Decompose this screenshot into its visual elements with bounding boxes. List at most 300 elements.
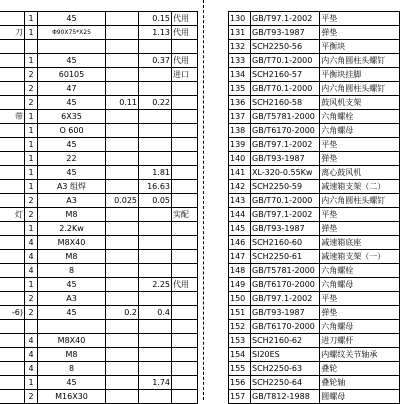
cell-part-name (0, 68, 25, 82)
cell-standard-code: GB/T97.1-2002 (251, 12, 320, 26)
cell-material (38, 320, 106, 334)
table-row (0, 278, 198, 292)
cell-part-name: 带 (0, 110, 25, 124)
cell-unit-weight (106, 292, 139, 306)
cell-part-name (0, 152, 25, 166)
cell-remark: 代用 (172, 26, 198, 40)
cell-item-number: 149 (229, 278, 251, 292)
cell-material: M16X30 (38, 390, 106, 404)
table-row (229, 96, 400, 110)
cell-part-name: 弹垫 (320, 306, 400, 320)
cell-item-number: 142 (229, 180, 251, 194)
cell-material: Φ90X75*X25 (38, 26, 106, 40)
cell-quantity: 2 (25, 306, 38, 320)
cell-item-number: 152 (229, 320, 251, 334)
cell-remark: 实配 (172, 208, 198, 222)
table-row (229, 390, 400, 404)
cell-quantity: 1 (25, 26, 38, 40)
cell-quantity: 1 (25, 180, 38, 194)
table-row (229, 138, 400, 152)
cell-standard-code: SCH2160-60 (251, 236, 320, 250)
cell-part-name: 平衡块 (320, 40, 400, 54)
table-row (0, 208, 198, 222)
table-row (229, 222, 400, 236)
cell-remark (172, 166, 198, 180)
cell-remark (172, 264, 198, 278)
cell-part-name (0, 12, 25, 26)
cell-total-weight (139, 152, 172, 166)
cell-quantity: 2 (25, 292, 38, 306)
table-row (0, 180, 198, 194)
cell-part-name (0, 390, 25, 404)
cell-total-weight: 1.81 (139, 166, 172, 180)
cell-item-number: 148 (229, 264, 251, 278)
table-row (0, 222, 198, 236)
cell-part-name (0, 194, 25, 208)
cell-unit-weight (106, 362, 139, 376)
cell-total-weight (139, 334, 172, 348)
cell-part-name (0, 222, 25, 236)
cell-remark (172, 362, 198, 376)
table-row (229, 124, 400, 138)
cell-item-number: 146 (229, 236, 251, 250)
cell-quantity: 4 (25, 250, 38, 264)
cell-item-number: 151 (229, 306, 251, 320)
cell-remark (172, 138, 198, 152)
cell-standard-code: GB/T93-1987 (251, 306, 320, 320)
cell-standard-code: GB/T70.1-2000 (251, 82, 320, 96)
table-row (229, 292, 400, 306)
table-row (229, 68, 400, 82)
cell-part-name: 弹垫 (320, 222, 400, 236)
table-row (0, 138, 198, 152)
table-row (0, 362, 198, 376)
cell-unit-weight (106, 334, 139, 348)
cell-total-weight (139, 222, 172, 236)
table-row (0, 96, 198, 110)
cell-material: 45 (38, 278, 106, 292)
table-row (0, 166, 198, 180)
cell-item-number: 144 (229, 208, 251, 222)
cell-item-number: 141 (229, 166, 251, 180)
table-row (0, 236, 198, 250)
cell-material: 45 (38, 166, 106, 180)
cell-material (38, 40, 106, 54)
cell-remark: 代用 (172, 12, 198, 26)
cell-remark (172, 348, 198, 362)
cell-material: M8 (38, 348, 106, 362)
cell-quantity: 2 (25, 82, 38, 96)
cell-material: 47 (38, 82, 106, 96)
table-row (0, 40, 198, 54)
cell-standard-code: GB/T70.1-2000 (251, 194, 320, 208)
cell-remark (172, 306, 198, 320)
cell-remark: 代用 (172, 278, 198, 292)
cell-standard-code: GB/T93-1987 (251, 222, 320, 236)
cell-unit-weight (106, 278, 139, 292)
cell-unit-weight (106, 208, 139, 222)
cell-quantity (25, 320, 38, 334)
cell-unit-weight (106, 68, 139, 82)
table-row (0, 390, 198, 404)
cell-material: 60105 (38, 68, 106, 82)
table-row (229, 26, 400, 40)
table-row (0, 292, 198, 306)
cell-standard-code: GB/T812-1988 (251, 390, 320, 404)
cell-part-name (0, 292, 25, 306)
cell-total-weight: 2.25 (139, 278, 172, 292)
cell-total-weight: 0.4 (139, 306, 172, 320)
cell-unit-weight (106, 320, 139, 334)
cell-standard-code: SCH2250-63 (251, 362, 320, 376)
cell-total-weight (139, 250, 172, 264)
cell-material: A3 组焊 (38, 180, 106, 194)
cell-material: A3 (38, 292, 106, 306)
cell-material: 22 (38, 152, 106, 166)
cell-part-name (0, 96, 25, 110)
cell-unit-weight (106, 26, 139, 40)
cell-material: O 600 (38, 124, 106, 138)
table-row (229, 40, 400, 54)
cell-material: 8 (38, 362, 106, 376)
cell-item-number: 157 (229, 390, 251, 404)
cell-standard-code: SCH2160-62 (251, 334, 320, 348)
cell-standard-code: GB/T6170-2000 (251, 320, 320, 334)
cell-standard-code: SI20ES (251, 348, 320, 362)
table-row (0, 82, 198, 96)
cell-standard-code: SCH2250-56 (251, 40, 320, 54)
table-row (229, 320, 400, 334)
cell-standard-code: GB/T5781-2000 (251, 110, 320, 124)
cell-part-name: 六角螺栓 (320, 110, 400, 124)
cell-part-name: 六角螺栓 (320, 264, 400, 278)
cell-part-name: 内螺纹关节轴承 (320, 348, 400, 362)
cell-item-number: 140 (229, 152, 251, 166)
cell-part-name (0, 82, 25, 96)
cell-total-weight: 0.37 (139, 54, 172, 68)
cell-part-name (0, 54, 25, 68)
cell-item-number: 131 (229, 26, 251, 40)
cell-material: A3 (38, 194, 106, 208)
table-row (229, 362, 400, 376)
cell-total-weight: 16.63 (139, 180, 172, 194)
cell-material: 8 (38, 264, 106, 278)
cell-material: 45 (38, 376, 106, 390)
cell-remark (172, 222, 198, 236)
cell-part-name: 内六角圆柱头螺钉 (320, 194, 400, 208)
cell-remark (172, 250, 198, 264)
cell-part-name (0, 278, 25, 292)
cell-unit-weight (106, 390, 139, 404)
cell-part-name: 内六角圆柱头螺钉 (320, 54, 400, 68)
cell-remark (172, 96, 198, 110)
table-row (229, 250, 400, 264)
cell-part-name (0, 376, 25, 390)
cell-item-number: 147 (229, 250, 251, 264)
cell-standard-code: SCH2250-61 (251, 250, 320, 264)
cell-remark (172, 124, 198, 138)
cell-remark (172, 110, 198, 124)
cell-total-weight (139, 82, 172, 96)
cell-total-weight (139, 138, 172, 152)
cell-part-name: 平衡块挂脚 (320, 68, 400, 82)
cell-item-number: 136 (229, 96, 251, 110)
cell-standard-code: GB/T6170-2000 (251, 278, 320, 292)
cell-part-name: 六角螺母 (320, 124, 400, 138)
cell-part-name: 弹垫 (320, 26, 400, 40)
cell-unit-weight (106, 12, 139, 26)
table-row (0, 54, 198, 68)
table-row (229, 236, 400, 250)
cell-part-name: 平垫 (320, 138, 400, 152)
cell-part-name: 圆螺母 (320, 390, 400, 404)
cell-quantity: 2 (25, 68, 38, 82)
cell-quantity: 1 (25, 376, 38, 390)
cell-standard-code: SCH2160-57 (251, 68, 320, 82)
cell-part-name (0, 166, 25, 180)
cell-total-weight: 0.05 (139, 194, 172, 208)
table-row (0, 348, 198, 362)
table-row (0, 250, 198, 264)
cell-quantity: 2 (25, 96, 38, 110)
cell-quantity: 2 (25, 194, 38, 208)
cell-material: 45 (38, 96, 106, 110)
cell-standard-code: SCH2250-64 (251, 376, 320, 390)
cell-part-name: 减速箱支架（二） (320, 180, 400, 194)
cell-part-name: 灯 (0, 208, 25, 222)
table-row (229, 152, 400, 166)
cell-part-name: 刀 (0, 26, 25, 40)
cell-part-name: 进刀螺杆 (320, 334, 400, 348)
table-row (229, 82, 400, 96)
cell-standard-code: XL-320-0.55Kw (251, 166, 320, 180)
cell-item-number: 132 (229, 40, 251, 54)
cell-unit-weight: 0.11 (106, 96, 139, 110)
cell-part-name (0, 124, 25, 138)
cell-part-name: 内六角圆柱头螺钉 (320, 82, 400, 96)
cell-item-number: 130 (229, 12, 251, 26)
cell-remark (172, 236, 198, 250)
cell-unit-weight (106, 152, 139, 166)
cell-item-number: 150 (229, 292, 251, 306)
table-row (229, 180, 400, 194)
cell-part-name: 弹垫 (320, 152, 400, 166)
cell-total-weight (139, 236, 172, 250)
cell-item-number: 154 (229, 348, 251, 362)
cell-part-name: 减速箱支架（一） (320, 250, 400, 264)
cell-part-name (0, 180, 25, 194)
cell-item-number: 134 (229, 68, 251, 82)
table-row (229, 264, 400, 278)
cell-part-name (0, 40, 25, 54)
cell-total-weight (139, 110, 172, 124)
table-row (229, 110, 400, 124)
cell-unit-weight (106, 250, 139, 264)
cell-total-weight: 0.15 (139, 12, 172, 26)
cell-item-number: 138 (229, 124, 251, 138)
cell-quantity: 1 (25, 124, 38, 138)
cell-remark: 代用 (172, 54, 198, 68)
cell-standard-code: SCH2250-59 (251, 180, 320, 194)
cell-part-name (0, 236, 25, 250)
cell-unit-weight (106, 236, 139, 250)
cell-standard-code: GB/T5781-2000 (251, 264, 320, 278)
cell-total-weight: 0.22 (139, 96, 172, 110)
cell-part-name: 鼓风机支架 (320, 96, 400, 110)
cell-quantity: 4 (25, 362, 38, 376)
table-row (0, 194, 198, 208)
cell-remark (172, 390, 198, 404)
cell-part-name: 离心鼓风机 (320, 166, 400, 180)
cell-item-number: 133 (229, 54, 251, 68)
cell-part-name: 叠轮轴 (320, 376, 400, 390)
cell-material: 45 (38, 54, 106, 68)
cell-remark (172, 152, 198, 166)
cell-part-name: 六角螺母 (320, 320, 400, 334)
cell-unit-weight: 0.025 (106, 194, 139, 208)
cell-material: 45 (38, 306, 106, 320)
cell-unit-weight: 0.2 (106, 306, 139, 320)
cell-remark (172, 82, 198, 96)
cell-total-weight: 1.13 (139, 26, 172, 40)
cell-unit-weight (106, 222, 139, 236)
cell-part-name: 叠轮 (320, 362, 400, 376)
cell-quantity: 4 (25, 236, 38, 250)
parts-table-right (228, 11, 400, 404)
parts-table-left (0, 11, 198, 404)
table-row (229, 166, 400, 180)
table-row (229, 278, 400, 292)
cell-remark (172, 180, 198, 194)
cell-standard-code: GB/T93-1987 (251, 26, 320, 40)
cell-quantity: 2 (25, 208, 38, 222)
table-row (229, 194, 400, 208)
cell-part-name (0, 320, 25, 334)
cell-quantity: 4 (25, 264, 38, 278)
cell-unit-weight (106, 180, 139, 194)
table-row (229, 54, 400, 68)
cell-standard-code: GB/T70.1-2000 (251, 54, 320, 68)
cell-standard-code: GB/T97.1-2002 (251, 138, 320, 152)
cell-quantity: 1 (25, 278, 38, 292)
table-row (0, 26, 198, 40)
cell-part-name: 平垫 (320, 292, 400, 306)
table-row (229, 208, 400, 222)
cell-material: 2.2Kw (38, 222, 106, 236)
cell-material: M8X40 (38, 334, 106, 348)
cell-remark (172, 292, 198, 306)
cell-part-name (0, 362, 25, 376)
cell-total-weight (139, 320, 172, 334)
cell-quantity: 1 (25, 54, 38, 68)
cell-total-weight (139, 292, 172, 306)
cell-total-weight (139, 68, 172, 82)
cell-part-name (0, 334, 25, 348)
cell-quantity: 4 (25, 348, 38, 362)
cell-part-name (0, 138, 25, 152)
cell-total-weight (139, 264, 172, 278)
cell-item-number: 153 (229, 334, 251, 348)
table-row (0, 306, 198, 320)
cell-part-name: 减速箱底座 (320, 236, 400, 250)
cell-quantity: 1 (25, 152, 38, 166)
table-row (0, 68, 198, 82)
cell-standard-code: GB/T6170-2000 (251, 124, 320, 138)
cell-standard-code: GB/T97.1-2002 (251, 292, 320, 306)
cell-unit-weight (106, 82, 139, 96)
cell-quantity: 1 (25, 222, 38, 236)
cell-part-name (0, 348, 25, 362)
cell-item-number: 155 (229, 362, 251, 376)
table-row (0, 334, 198, 348)
cell-item-number: 139 (229, 138, 251, 152)
cell-unit-weight (106, 138, 139, 152)
cell-unit-weight (106, 40, 139, 54)
cell-remark (172, 40, 198, 54)
cell-quantity (25, 40, 38, 54)
cell-material: 45 (38, 12, 106, 26)
page-divider (203, 0, 204, 400)
cell-material: 6X35 (38, 110, 106, 124)
cell-item-number: 156 (229, 376, 251, 390)
cell-standard-code: GB/T97.1-2002 (251, 208, 320, 222)
table-row (0, 110, 198, 124)
cell-item-number: 137 (229, 110, 251, 124)
table-row (0, 264, 198, 278)
cell-total-weight: 1.74 (139, 376, 172, 390)
cell-total-weight (139, 40, 172, 54)
cell-part-name: 平垫 (320, 208, 400, 222)
cell-quantity: 1 (25, 138, 38, 152)
cell-remark (172, 194, 198, 208)
table-row (229, 306, 400, 320)
cell-quantity: 1 (25, 110, 38, 124)
cell-unit-weight (106, 376, 139, 390)
cell-material: M8 (38, 208, 106, 222)
cell-part-name (0, 250, 25, 264)
cell-unit-weight (106, 110, 139, 124)
cell-total-weight (139, 390, 172, 404)
cell-unit-weight (106, 54, 139, 68)
cell-quantity: 2 (25, 390, 38, 404)
cell-remark (172, 334, 198, 348)
table-row (229, 334, 400, 348)
cell-quantity: 1 (25, 12, 38, 26)
cell-quantity: 4 (25, 334, 38, 348)
cell-part-name: 六角螺母 (320, 278, 400, 292)
table-row (229, 348, 400, 362)
cell-unit-weight (106, 264, 139, 278)
cell-part-name (0, 264, 25, 278)
table-row (229, 12, 400, 26)
cell-unit-weight (106, 124, 139, 138)
cell-total-weight (139, 362, 172, 376)
cell-unit-weight (106, 348, 139, 362)
cell-quantity: 1 (25, 166, 38, 180)
table-row (0, 124, 198, 138)
table-row (0, 12, 198, 26)
cell-standard-code: GB/T93-1987 (251, 152, 320, 166)
cell-item-number: 145 (229, 222, 251, 236)
table-row (0, 152, 198, 166)
table-row (0, 376, 198, 390)
cell-total-weight (139, 208, 172, 222)
table-row (229, 376, 400, 390)
cell-total-weight (139, 124, 172, 138)
cell-part-name: -6) (0, 306, 25, 320)
cell-unit-weight (106, 166, 139, 180)
cell-part-name: 平垫 (320, 12, 400, 26)
